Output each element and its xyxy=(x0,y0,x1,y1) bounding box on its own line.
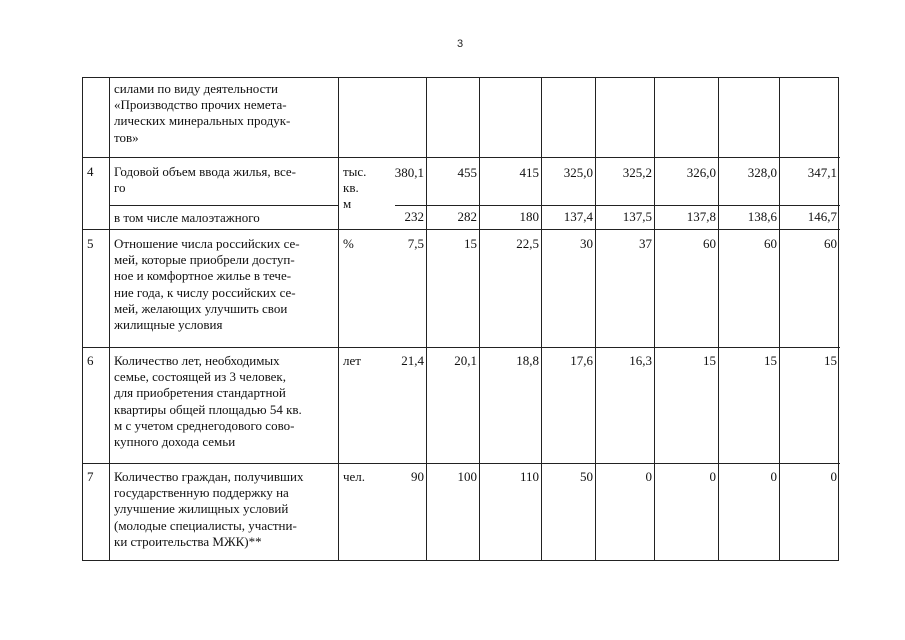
value-cell: 90 xyxy=(411,469,424,484)
value-cell: 137,4 xyxy=(563,209,593,224)
value-cell: 455 xyxy=(457,165,477,180)
row-number: 6 xyxy=(87,353,94,368)
table-row-divider xyxy=(83,157,840,158)
value-cell: 7,5 xyxy=(407,236,424,251)
page-number: 3 xyxy=(456,38,464,50)
table-row-divider xyxy=(83,463,840,464)
value-cell: 15 xyxy=(764,353,777,368)
row-unit: чел. xyxy=(343,469,366,484)
value-cell: 138,6 xyxy=(747,209,777,224)
row-description: в том числе малоэтажного xyxy=(114,210,260,225)
row-description: Отношение числа российских се- мей, которые приобрели доступ- ное и комфортное жилье в тече- ние года, к числу российских се- мей, желающих улучшить свои жилищные условия xyxy=(114,236,300,333)
value-cell: 325,0 xyxy=(563,165,593,180)
value-cell: 0 xyxy=(770,469,777,484)
value-cell: 137,5 xyxy=(622,209,652,224)
value-cell: 282 xyxy=(457,209,477,224)
value-cell: 50 xyxy=(580,469,593,484)
value-cell: 15 xyxy=(703,353,716,368)
table-column-divider xyxy=(718,78,719,560)
value-cell: 380,1 xyxy=(394,165,424,180)
value-cell: 15 xyxy=(464,236,477,251)
row-description: Количество граждан, получивших государственную поддержку на улучшение жилищных условий (молодые специалисты, участни- ки строительства МЖК)** xyxy=(114,469,304,549)
indicators-table xyxy=(82,77,839,561)
table-column-divider xyxy=(541,78,542,560)
table-column-divider xyxy=(109,78,110,560)
row-unit: лет xyxy=(343,353,361,368)
value-cell: 347,1 xyxy=(807,165,837,180)
row-number: 4 xyxy=(87,164,94,179)
value-cell: 60 xyxy=(824,236,837,251)
row-unit: % xyxy=(343,236,354,251)
table-column-divider xyxy=(426,78,427,560)
value-cell: 325,2 xyxy=(622,165,652,180)
value-cell: 232 xyxy=(404,209,424,224)
value-cell: 100 xyxy=(457,469,477,484)
table-row-divider xyxy=(395,205,840,206)
value-cell: 18,8 xyxy=(516,353,539,368)
row-description: силами по виду деятельности «Производство прочих немета- лических минеральных продук- тов» xyxy=(114,81,291,145)
value-cell: 137,8 xyxy=(686,209,716,224)
value-cell: 180 xyxy=(519,209,539,224)
value-cell: 21,4 xyxy=(401,353,424,368)
value-cell: 110 xyxy=(519,469,539,484)
table-column-divider xyxy=(595,78,596,560)
value-cell: 146,7 xyxy=(807,209,837,224)
table-column-divider xyxy=(779,78,780,560)
value-cell: 60 xyxy=(764,236,777,251)
table-row-divider xyxy=(110,205,339,206)
table-column-divider xyxy=(654,78,655,560)
table-column-divider xyxy=(479,78,480,560)
value-cell: 60 xyxy=(703,236,716,251)
row-unit: тыс. кв. м xyxy=(343,164,367,212)
value-cell: 415 xyxy=(519,165,539,180)
value-cell: 0 xyxy=(645,469,652,484)
value-cell: 16,3 xyxy=(629,353,652,368)
value-cell: 17,6 xyxy=(570,353,593,368)
table-row-divider xyxy=(83,347,840,348)
value-cell: 326,0 xyxy=(686,165,716,180)
row-description: Количество лет, необходимых семье, состоящей из 3 человек, для приобретения стандартной квартиры общей площадью 54 кв. м с учетом среднегодового сово- купного дохода семьи xyxy=(114,353,302,450)
table-column-divider xyxy=(338,78,339,560)
value-cell: 22,5 xyxy=(516,236,539,251)
value-cell: 20,1 xyxy=(454,353,477,368)
value-cell: 328,0 xyxy=(747,165,777,180)
value-cell: 0 xyxy=(709,469,716,484)
value-cell: 30 xyxy=(580,236,593,251)
row-number: 5 xyxy=(87,236,94,251)
table-row-divider xyxy=(83,229,840,230)
row-number: 7 xyxy=(87,469,94,484)
value-cell: 15 xyxy=(824,353,837,368)
row-description: Годовой объем ввода жилья, все- го xyxy=(114,164,296,196)
value-cell: 37 xyxy=(639,236,652,251)
value-cell: 0 xyxy=(830,469,837,484)
